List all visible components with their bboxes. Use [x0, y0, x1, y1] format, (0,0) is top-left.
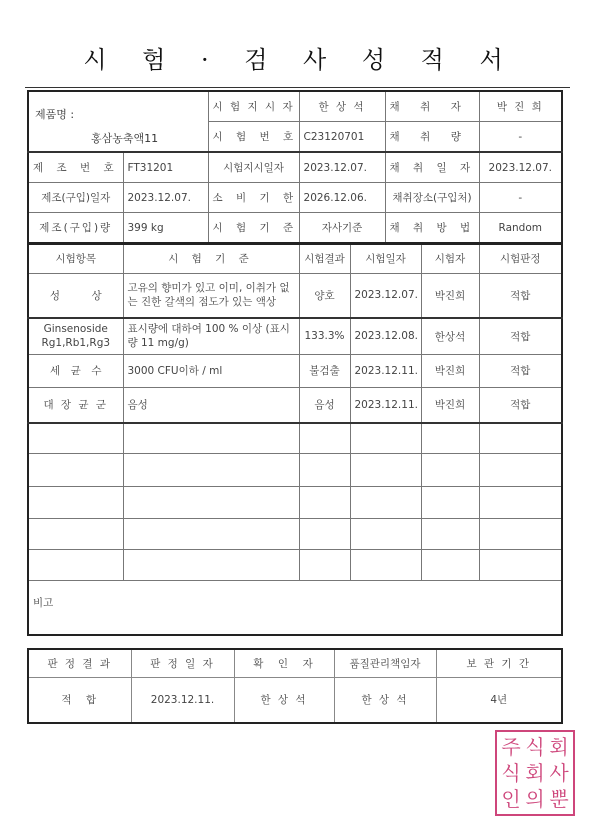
header-test-result: 시험결과 — [299, 244, 350, 273]
empty-row — [28, 549, 562, 580]
product-name-label: 제품명 : — [35, 108, 75, 121]
judgement-date: 2023.12.11. — [131, 677, 234, 723]
info-row — [28, 213, 562, 244]
test-standard: 고유의 향미가 있고 이미, 이취가 없는 진한 갈색의 점도가 있는 액상 — [123, 273, 299, 318]
title-divider — [25, 87, 570, 88]
expiry-value: 2026.12.06. — [299, 183, 385, 213]
stamp-glyph: 식 — [501, 761, 521, 785]
stamp-glyph: 의 — [525, 787, 545, 811]
stamp-glyph: 뿐 — [549, 787, 569, 811]
test-item: Ginsenoside Rg1,Rb1,Rg3 — [28, 318, 123, 354]
batch-number-value: FT31201 — [123, 152, 208, 183]
product-info-table — [27, 90, 563, 244]
test-number-label: 시 험 번 호 — [208, 122, 299, 153]
table-row — [28, 387, 562, 423]
test-item: 대 장 균 군 — [28, 387, 123, 423]
retention-period: 4년 — [436, 677, 562, 723]
stamp-glyph: 사 — [549, 761, 569, 785]
remarks-row — [28, 580, 562, 635]
test-standard-value: 자사기준 — [299, 213, 385, 244]
table-row — [28, 318, 562, 354]
test-header-row — [28, 244, 562, 273]
test-standard: 표시량에 대하여 100 % 이상 (표시량 11 mg/g) — [123, 318, 299, 354]
table-row — [28, 273, 562, 318]
company-seal-stamp-icon — [495, 730, 575, 816]
test-director-value: 한 상 석 — [299, 91, 385, 122]
manufacture-date-label: 제조(구입)일자 — [28, 183, 123, 213]
test-result: 133.3% — [299, 318, 350, 354]
test-results-table — [27, 243, 563, 636]
document-title: 시 험 · 검 사 성 적 서 — [83, 46, 517, 74]
info-row — [28, 152, 562, 183]
summary-header-row — [28, 649, 562, 677]
stamp-glyph: 인 — [501, 787, 521, 811]
tester: 박진희 — [421, 354, 479, 387]
remarks-label: 비고 — [33, 596, 54, 609]
judgement: 적합 — [479, 354, 562, 387]
remarks-cell — [28, 580, 562, 635]
tester: 한상석 — [421, 318, 479, 354]
test-date: 2023.12.11. — [350, 354, 421, 387]
test-item: 세 균 수 — [28, 354, 123, 387]
final-judgement: 적 합 — [28, 677, 131, 723]
test-item: 성 상 — [28, 273, 123, 318]
stamp-glyph: 식 — [525, 735, 545, 759]
empty-row — [28, 486, 562, 518]
header-test-item: 시험항목 — [28, 244, 123, 273]
empty-row — [28, 423, 562, 453]
judgement-summary-table — [27, 648, 563, 724]
empty-row — [28, 518, 562, 549]
header-final-judgement: 판 정 결 과 — [28, 649, 131, 677]
test-date: 2023.12.08. — [350, 318, 421, 354]
test-standard: 음성 — [123, 387, 299, 423]
sampler-value: 박 진 희 — [479, 91, 562, 122]
header-quality-manager: 품질관리책임자 — [334, 649, 436, 677]
sampling-place-label: 채취장소(구입처) — [385, 183, 479, 213]
sampling-place-value: - — [479, 183, 562, 213]
header-retention-period: 보 관 기 간 — [436, 649, 562, 677]
test-result: 음성 — [299, 387, 350, 423]
test-date: 2023.12.07. — [350, 273, 421, 318]
empty-row — [28, 453, 562, 486]
sampling-date-label: 채 취 일 자 — [385, 152, 479, 183]
judgement: 적합 — [479, 273, 562, 318]
test-result: 불검출 — [299, 354, 350, 387]
sampling-method-label: 채 취 방 법 — [385, 213, 479, 244]
test-standard-label: 시 험 기 준 — [208, 213, 299, 244]
header-test-date: 시험일자 — [350, 244, 421, 273]
info-row — [28, 183, 562, 213]
tester: 박진희 — [421, 273, 479, 318]
manufacture-date-value: 2023.12.07. — [123, 183, 208, 213]
manufacture-qty-label: 제조(구입)량 — [28, 213, 123, 244]
test-number-value: C23120701 — [299, 122, 385, 153]
stamp-glyph: 회 — [549, 735, 569, 759]
manufacture-qty-value: 399 kg — [123, 213, 208, 244]
quality-manager: 한 상 석 — [334, 677, 436, 723]
info-row — [28, 91, 562, 122]
sample-amount-value: - — [479, 122, 562, 153]
tester: 박진희 — [421, 387, 479, 423]
judgement: 적합 — [479, 387, 562, 423]
sampling-date-value: 2023.12.07. — [479, 152, 562, 183]
sample-amount-label: 채 취 량 — [385, 122, 479, 153]
judgement: 적합 — [479, 318, 562, 354]
test-date: 2023.12.11. — [350, 387, 421, 423]
sampler-label: 채 취 자 — [385, 91, 479, 122]
header-judgement: 시험판정 — [479, 244, 562, 273]
header-test-standard: 시 험 기 준 — [123, 244, 299, 273]
stamp-glyph: 회 — [525, 761, 545, 785]
confirmer: 한 상 석 — [234, 677, 334, 723]
product-name-cell — [28, 91, 208, 152]
sampling-method-value: Random — [479, 213, 562, 244]
test-standard: 3000 CFU이하 / ml — [123, 354, 299, 387]
batch-number-label: 제 조 번 호 — [28, 152, 123, 183]
test-director-label: 시 험 지 시 자 — [208, 91, 299, 122]
header-judgement-date: 판 정 일 자 — [131, 649, 234, 677]
expiry-label: 소 비 기 한 — [208, 183, 299, 213]
test-order-date-label: 시험지시일자 — [208, 152, 299, 183]
test-order-date-value: 2023.12.07. — [299, 152, 385, 183]
header-tester: 시험자 — [421, 244, 479, 273]
table-row — [28, 354, 562, 387]
header-confirmer: 확 인 자 — [234, 649, 334, 677]
test-result: 양호 — [299, 273, 350, 318]
summary-value-row — [28, 677, 562, 723]
product-name-value: 홍삼농축액11 — [91, 132, 159, 145]
stamp-glyph: 주 — [501, 735, 521, 759]
